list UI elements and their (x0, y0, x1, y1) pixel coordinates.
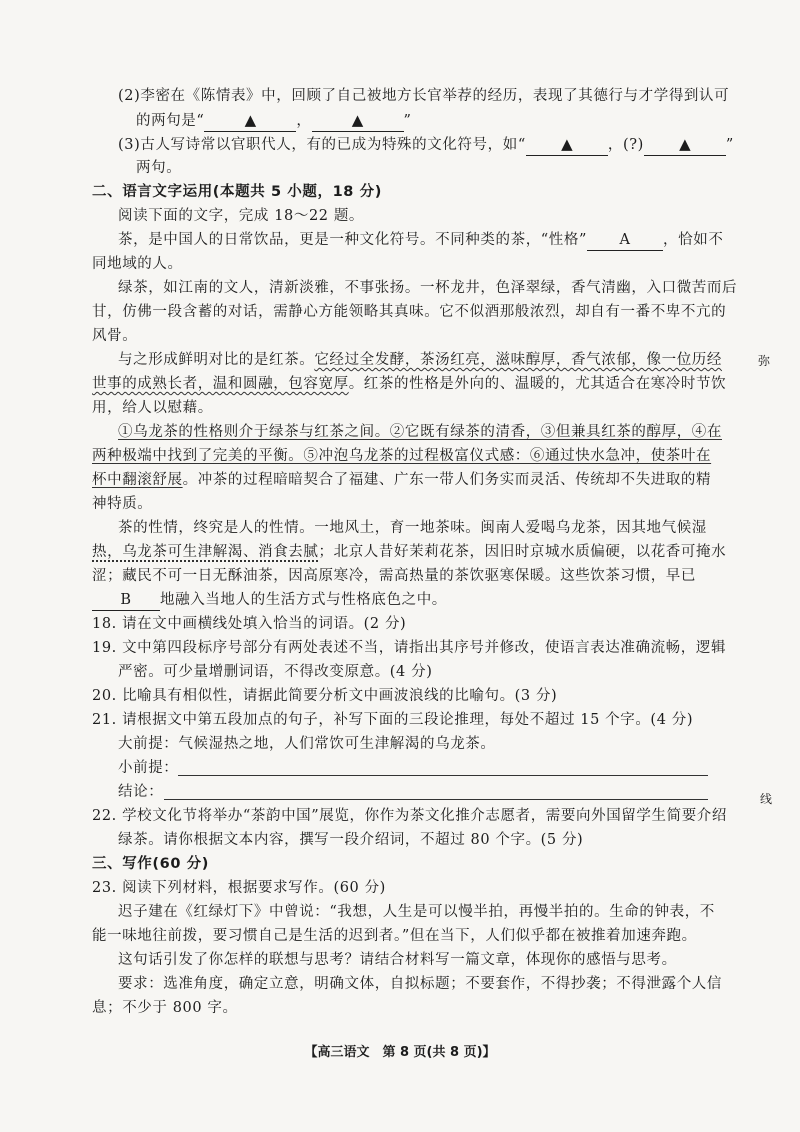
q2-suffix: ” (403, 113, 412, 129)
material-line1: 迟子建在《红绿灯下》中曾说：“我想，人生是可以慢半拍，再慢半拍的。生命的钟表，不 (118, 904, 715, 920)
passage-text: 。红茶的性格是外向的、温暖的，尤其适合在寒冷时节饮 (348, 376, 727, 392)
passage-p3-line1 (118, 350, 722, 370)
q2-blank-1[interactable] (204, 110, 296, 132)
question-22-line2: 绿茶。请你根据文本内容，撰写一段介绍词，不超过 80 个字。(5 分) (118, 832, 584, 848)
q2-sep: ， (296, 113, 312, 129)
passage-text: 茶，是中国人的日常饮品，更是一种文化符号。不同种类的茶，“性格” (118, 232, 588, 248)
question-21: 21. 请根据文中第五段加点的句子，补写下面的三段论推理，每处不超过 15 个字。(4 分) (92, 712, 694, 728)
passage-p5-line2 (92, 542, 726, 562)
triangle-icon: ▲ (351, 111, 364, 129)
question-22-line1: 22. 学校文化节将举办“茶韵中国”展览，你作为茶文化推介志愿者，需要向外国留学生简要介绍 (92, 808, 727, 824)
passage-p2-line2: 甘，仿佛一段含蓄的对话，需静心方能领略其真味。它不似酒那般浓烈，却自有一番不卑不亢的 (92, 304, 727, 320)
triangle-icon: ▲ (679, 135, 691, 153)
question-19-line2: 严密。可少量增删词语，不得改变原意。(4 分) (118, 664, 433, 680)
q3-blank-2[interactable] (644, 134, 726, 156)
q21-conclusion-label: 结论： (118, 784, 164, 800)
q3-prefix: (3)古人写诗常以官职代人，有的已成为特殊的文化符号，如“ (118, 137, 526, 153)
margin-line-mark: 线 (760, 792, 773, 806)
triangle-icon: ▲ (244, 111, 257, 129)
page-footer: 【高三语文 第 8 页(共 8 页)】 (304, 1045, 496, 1060)
q2-line2 (136, 110, 412, 132)
q2-prefix: 的两句是“ (136, 113, 205, 129)
q21-conclusion-field[interactable] (164, 799, 708, 800)
passage-p4-line1: ①乌龙茶的性格则介于绿茶与红茶之间。②它既有绿茶的清香，③但兼具红茶的醇厚，④在 (118, 424, 722, 440)
passage-p5-line4 (92, 590, 447, 611)
passage-text: 。冲茶的过程暗暗契合了福建、广东一带人们务实而灵活、传统却不失进取的精 (182, 472, 712, 488)
q2-blank-2[interactable] (312, 110, 404, 132)
passage-text: 与之形成鲜明对比的是红茶。 (118, 352, 315, 368)
question-23: 23. 阅读下列材料，根据要求写作。(60 分) (92, 880, 386, 896)
q21-major-premise: 大前提：气候湿热之地，人们常饮可生津解渴的乌龙茶。 (118, 736, 496, 752)
q3-blank-1[interactable] (526, 134, 608, 156)
wavy-metaphor-text: 世事的成熟长者，温和圆融，包容宽厚 (92, 376, 349, 392)
triangle-icon: ▲ (561, 135, 573, 153)
q3-line2: 两句。 (136, 160, 182, 176)
passage-text: 地融入当地人的生活方式与性格底色之中。 (160, 592, 447, 608)
blank-b-label: B (120, 592, 132, 608)
section2-heading: 二、语言文字运用(本题共 5 小题，18 分) (92, 184, 382, 200)
passage-p3-line3: 用，给人以慰藉。 (92, 400, 213, 416)
question-18: 18. 请在文中画横线处填入恰当的词语。(2 分) (92, 616, 407, 632)
q3-line1 (118, 134, 734, 156)
requirements-line2: 息；不少于 800 字。 (92, 1000, 238, 1016)
passage-p5-line1: 茶的性情，终究是人的性情。一地风土，育一地茶味。闽南人爱喝乌龙茶，因其地气候湿 (118, 520, 707, 536)
passage-p2-line1: 绿茶，如江南的文人，清新淡雅，不事张扬。一杯龙井，色泽翠绿，香气清幽，入口微苦而后 (118, 280, 738, 296)
passage-p5-line3: 涩；藏民不可一日无酥油茶，因高原寒冷，需高热量的茶饮驱寒保暖。这些饮茶习惯，早已 (92, 568, 696, 584)
passage-p4-line3 (92, 470, 711, 490)
blank-a-label: A (619, 232, 631, 248)
material-line3: 这句话引发了你怎样的联想与思考？请结合材料写一篇文章，体现你的感悟与思考。 (118, 952, 677, 968)
q21-minor-premise-field[interactable] (178, 775, 708, 776)
passage-p3-line2 (92, 374, 726, 394)
question-19-line1: 19. 文中第四段标序号部分有两处表述不当，请指出其序号并修改，使语言表达准确流畅，逻辑 (92, 640, 727, 656)
wavy-metaphor-text: 它经过全发酵，茶汤红亮，滋味醇厚，香气浓郁，像一位历经 (314, 352, 723, 368)
dotted-text: 热，乌龙茶可生津解渴、消食去腻 (92, 544, 319, 560)
q3-middle: ，(?) (607, 137, 644, 153)
margin-seal-mark: 弥 (758, 354, 771, 368)
passage-p1-line2: 同地域的人。 (92, 256, 183, 272)
passage-text: ，恰如不 (663, 232, 724, 248)
passage-text: ；北京人昔好茉莉花茶，因旧时京城水质偏硬，以花香可掩水 (318, 544, 727, 560)
q2-line1: (2)李密在《陈情表》中，回顾了自己被地方长官举荐的经历，表现了其德行与才学得到认可 (118, 88, 730, 104)
blank-a[interactable] (587, 230, 663, 251)
q3-suffix: ” (725, 137, 734, 153)
requirements-line1: 要求：选准角度，确定立意，明确文体，自拟标题；不要套作，不得抄袭；不得泄露个人信 (118, 976, 722, 992)
passage-p1-line1 (118, 230, 723, 251)
blank-b[interactable] (92, 590, 160, 611)
question-20: 20. 比喻具有相似性，请据此简要分析文中画波浪线的比喻句。(3 分) (92, 688, 558, 704)
section2-instruction: 阅读下面的文字，完成 18～22 题。 (118, 208, 365, 224)
material-line2: 能一味地往前拨，要习惯自己是生活的迟到者。”但在当下，人们似乎都在被推着加速奔跑。 (92, 928, 697, 944)
passage-p4-line2: 两种极端中找到了完美的平衡。⑤冲泡乌龙茶的过程极富仪式感：⑥通过快水急冲，使茶叶在 (92, 448, 712, 464)
q21-minor-premise-label: 小前提： (118, 760, 179, 776)
passage-p4-line4: 神特质。 (92, 496, 153, 512)
section3-heading: 三、写作(60 分) (92, 856, 209, 872)
passage-p2-line3: 风骨。 (92, 328, 138, 344)
underlined-text: 杯中翻滚舒展 (92, 472, 183, 488)
